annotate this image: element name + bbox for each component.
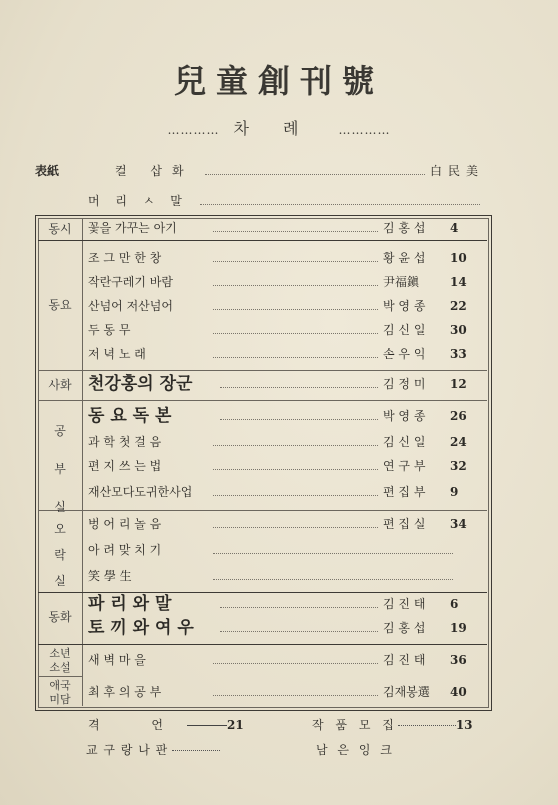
footer-right-entry — [312, 716, 473, 733]
entry-title: 두 동 무 — [88, 323, 131, 337]
leader — [220, 387, 378, 388]
entry-author: 김 정 미 — [383, 377, 426, 391]
divider — [38, 240, 487, 241]
leader — [213, 309, 378, 310]
entry-title: 저 녁 노 래 — [88, 347, 146, 361]
entry-author: 편 집 실 — [383, 517, 426, 531]
cover-author: 白民美 — [430, 164, 485, 178]
toc-entry — [88, 594, 486, 614]
category-label: 동시 — [48, 222, 72, 236]
entry-author: 김 홍 섭 — [383, 221, 426, 235]
heading-dots-right: ………… — [338, 123, 391, 137]
category-label: 사화 — [48, 378, 72, 392]
entry-page: 33 — [450, 347, 467, 361]
category-label: 동요 — [48, 298, 72, 312]
entry-author: 박 영 종 — [383, 409, 426, 423]
entry-title: 천강홍의 장군 — [88, 374, 193, 394]
entry-page: 40 — [450, 685, 467, 699]
footer-title: 작 품 모 집 — [312, 718, 398, 732]
entry-title: 재산모다도귀한사업 — [88, 485, 193, 499]
category-label: 오락실 — [54, 522, 66, 588]
entry-title: 최 후 의 공 부 — [88, 685, 162, 699]
toc-entry — [88, 272, 486, 292]
leader — [213, 357, 378, 358]
entry-page: 19 — [450, 621, 467, 635]
leader — [213, 663, 378, 664]
entry-author: 김 진 태 — [383, 597, 426, 611]
entry-author: 손 우 익 — [383, 347, 426, 361]
entry-author: 황 윤 섭 — [383, 251, 426, 265]
toc-entry — [88, 514, 486, 534]
footer-second-right — [316, 741, 395, 758]
entry-page: 36 — [450, 653, 467, 667]
entry-title: 파 리 와 말 — [88, 594, 172, 614]
entry-page: 32 — [450, 459, 467, 473]
entry-page: 12 — [450, 377, 467, 391]
entry-page: 34 — [450, 517, 467, 531]
entry-author: 김 진 태 — [383, 653, 426, 667]
toc-entry — [88, 374, 486, 394]
leader — [213, 553, 453, 554]
entry-title: 동 요 독 본 — [88, 406, 172, 426]
divider — [38, 370, 487, 371]
category-label: 동화 — [48, 610, 72, 624]
toc-entry — [88, 540, 486, 560]
toc-entry — [88, 682, 486, 702]
entry-title: 편 지 쓰 는 법 — [88, 459, 162, 473]
leader — [172, 750, 220, 751]
footer-title: 남 은 잉 크 — [316, 743, 395, 757]
entry-author: 김 홍 섭 — [383, 621, 426, 635]
leader — [200, 204, 480, 205]
toc-entry — [88, 618, 486, 638]
leader — [213, 579, 453, 580]
leader — [213, 527, 378, 528]
toc-entry — [88, 432, 486, 452]
entry-page: 26 — [450, 409, 467, 423]
leader — [213, 261, 378, 262]
entry-title: 笑 學 生 — [88, 569, 132, 583]
category-label: 공부실 — [54, 424, 66, 514]
entry-title: 조 그 만 한 창 — [88, 251, 162, 265]
toc-entry — [88, 482, 486, 502]
dash-line — [187, 725, 227, 726]
entry-title: 꽃을 가꾸는 아기 — [88, 221, 177, 235]
entry-title: 작란구레기 바람 — [88, 275, 173, 289]
entry-author: 편 집 부 — [383, 485, 426, 499]
entry-title: 아 려 맞 치 기 — [88, 543, 162, 557]
heading-dots-left: ………… — [167, 123, 220, 137]
toc-entry — [88, 406, 486, 426]
leader — [213, 231, 378, 232]
entry-author: 尹福鎭 — [383, 275, 420, 289]
entry-author: 김 신 일 — [383, 435, 426, 449]
toc-entry — [88, 218, 486, 238]
entry-page: 30 — [450, 323, 467, 337]
preface-row — [88, 191, 488, 211]
leader — [213, 469, 378, 470]
footer-page: 21 — [227, 718, 244, 732]
toc-entry — [88, 344, 486, 364]
leader — [220, 607, 378, 608]
footer-title: 격 언 — [88, 718, 187, 732]
entry-page: 22 — [450, 299, 467, 313]
toc-entry — [88, 566, 486, 586]
divider — [38, 592, 487, 593]
entry-page: 6 — [450, 597, 459, 611]
entry-author: 박 영 종 — [383, 299, 426, 313]
leader — [213, 333, 378, 334]
entry-title: 과 학 첫 걸 음 — [88, 435, 162, 449]
entry-page: 10 — [450, 251, 467, 265]
toc-entry — [88, 248, 486, 268]
cover-row — [35, 161, 485, 181]
divider — [38, 644, 487, 645]
entry-title: 새 벽 마 을 — [88, 653, 146, 667]
divider — [38, 676, 82, 677]
entry-page: 14 — [450, 275, 467, 289]
category-label: 애국미담 — [49, 679, 71, 706]
footer-page: 13 — [455, 718, 473, 732]
leader — [213, 285, 378, 286]
leader — [213, 445, 378, 446]
preface-title: 머 리 ㅅ 말 — [88, 194, 188, 208]
divider — [38, 510, 487, 511]
entry-author: 연 구 부 — [383, 459, 426, 473]
footer-left-entry — [88, 716, 244, 733]
magazine-title: 兒童創刊號 — [173, 62, 384, 100]
heading-word: 차례 — [233, 119, 333, 138]
leader — [205, 174, 425, 175]
toc-entry — [88, 456, 486, 476]
toc-heading — [0, 116, 558, 139]
leader — [398, 725, 456, 726]
cover-label: 表紙 — [35, 164, 60, 178]
leader — [220, 419, 378, 420]
toc-entry — [88, 650, 486, 670]
entry-page: 24 — [450, 435, 467, 449]
entry-title: 산넘어 저산넘어 — [88, 299, 173, 313]
leader — [220, 631, 378, 632]
leader — [213, 495, 378, 496]
toc-entry — [88, 320, 486, 340]
entry-title: 벙 어 리 놀 음 — [88, 517, 162, 531]
entry-page: 4 — [450, 221, 459, 235]
entry-page: 9 — [450, 485, 459, 499]
entry-author: 김재봉選 — [383, 685, 430, 699]
divider — [38, 400, 487, 401]
category-label: 소년소설 — [49, 647, 71, 674]
toc-entry — [88, 296, 486, 316]
cover-title: 컬 삽화 — [115, 164, 194, 178]
entry-author: 김 신 일 — [383, 323, 426, 337]
leader — [213, 695, 378, 696]
footer-title: 교 구 랑 나 판 — [86, 743, 169, 757]
footer-second-left — [86, 741, 220, 758]
entry-title: 토 끼 와 여 우 — [88, 618, 194, 638]
